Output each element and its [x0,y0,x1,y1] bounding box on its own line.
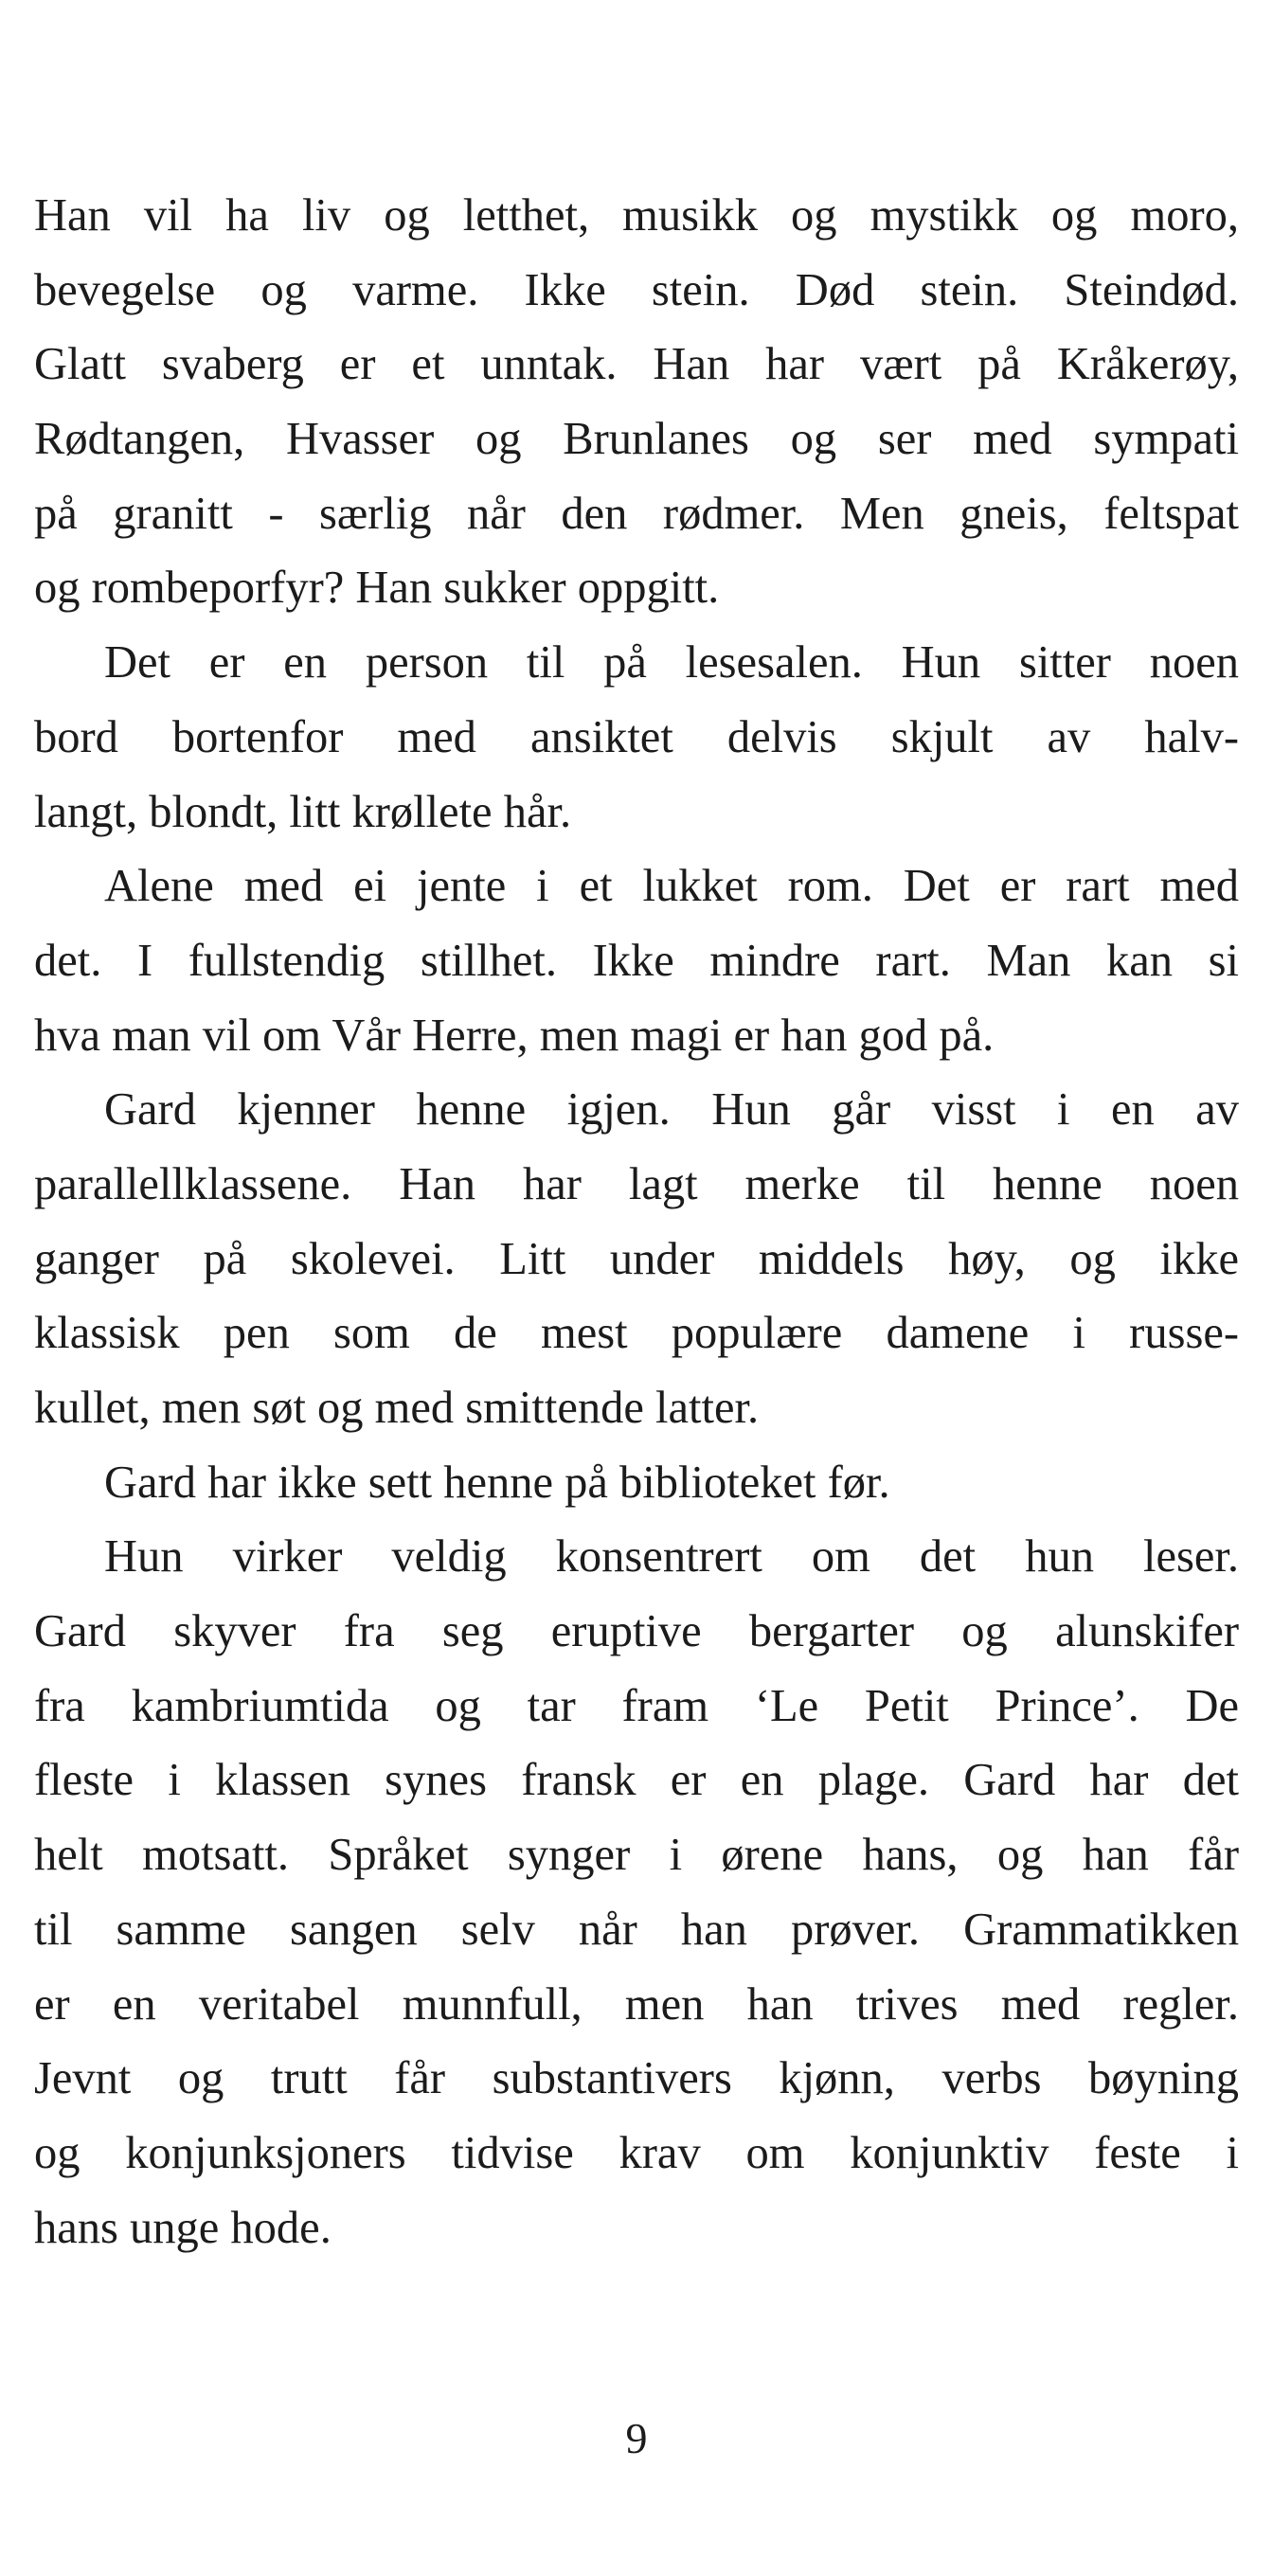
paragraph [34,850,1239,1073]
text-line: og rombeporfyr? Han sukker oppgitt. [34,563,720,614]
text-line: Han vil ha liv og letthet, musikk og mystikk og moro, [34,190,1239,241]
text-line: bord bortenfor med ansiktet delvis skjult av halv- [34,711,1239,762]
text-line: det. I fullstendig stillhet. Ikke mindre rart. Man kan si [34,935,1239,986]
text-line: Jevnt og trutt får substantivers kjønn, verbs bøyning [34,2053,1239,2104]
text-line: helt motsatt. Språket synger i ørene hans, og han får [34,1830,1239,1881]
text-line: hans unge hode. [34,2202,332,2253]
paragraph [34,1520,1239,2265]
text-line: Hun virker veldig konsentrert om det hun leser. [104,1531,1239,1583]
text-line: Gard har ikke sett henne på biblioteket før. [104,1457,890,1508]
text-line: Glatt svaberg er et unntak. Han har vært på Kråkerøy, [34,339,1239,390]
text-line: Alene med ei jente i et lukket rom. Det er rart med [104,861,1239,912]
body-text [34,179,1239,2265]
text-line: til samme sangen selv når han prøver. Grammatikken [34,1904,1239,1955]
text-line: og konjunksjoners tidvise krav om konjunktiv feste i [34,2127,1239,2178]
text-line: parallellklassene. Han har lagt merke til henne noen [34,1158,1239,1209]
text-line: Gard skyver fra seg eruptive bergarter og alunskifer [34,1606,1239,1657]
text-line: Det er en person til på lesesalen. Hun sitter noen [104,637,1239,689]
text-line: hva man vil om Vår Herre, men magi er han god på. [34,1010,995,1061]
page-number: 9 [625,2414,648,2462]
text-line: er en veritabel munnfull, men han trives med regler. [34,1978,1239,2030]
text-line: på granitt - særlig når den rødmer. Men gneis, feltspat [34,488,1239,539]
paragraph [34,1073,1239,1445]
text-line: langt, blondt, litt krøllete hår. [34,786,572,837]
text-line: ganger på skolevei. Litt under middels høy, og ikke [34,1233,1239,1284]
text-line: klassisk pen som de mest populære damene i russe- [34,1308,1239,1359]
text-line: Gard kjenner henne igjen. Hun går visst i en av [104,1084,1239,1136]
text-line: fra kambriumtida og tar fram ‘Le Petit Prince’. De [34,1680,1239,1731]
text-line: kullet, men søt og med smittende latter. [34,1383,760,1433]
text-line: bevegelse og varme. Ikke stein. Død stein. Steindød. [34,264,1239,315]
paragraph [34,179,1239,626]
paragraph [34,626,1239,850]
paragraph [34,1446,1239,1521]
text-line: fleste i klassen synes fransk er en plage. Gard har det [34,1755,1239,1806]
text-line: Rødtangen, Hvasser og Brunlanes og ser med sympati [34,414,1239,465]
